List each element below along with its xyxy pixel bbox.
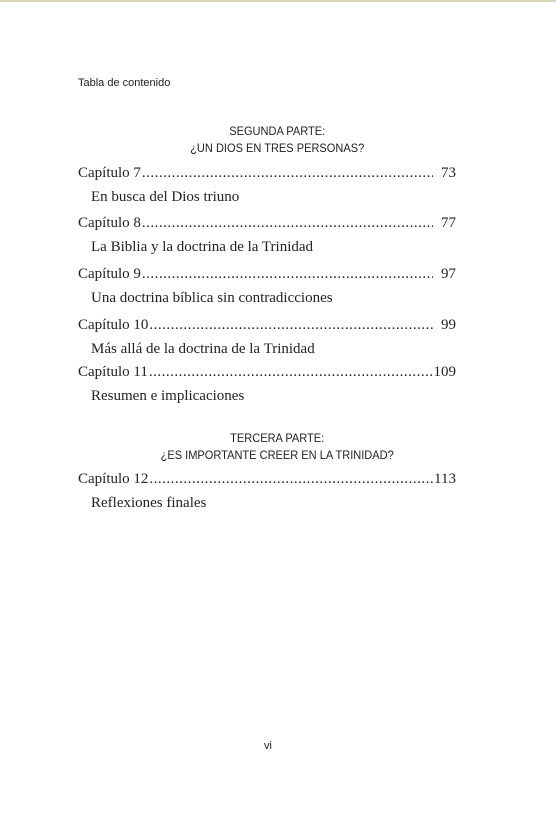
dot-leader [142,164,433,182]
toc-entry-capitulo-8[interactable] [78,214,456,232]
toc-entry-subtitle: La Biblia y la doctrina de la Trinidad [91,239,314,255]
dot-leader [149,470,433,488]
part-heading-line2: ¿ES IMPORTANTE CREER EN LA TRINIDAD? [160,448,394,462]
toc-entry-label: Capítulo 10 [78,317,149,333]
toc-entry-label: Capítulo 7 [78,165,141,181]
toc-entry-label: Capítulo 12 [78,471,149,487]
toc-entry-capitulo-10[interactable] [78,316,456,334]
toc-entry-capitulo-11[interactable] [78,363,456,381]
toc-entry-subtitle: Resumen e implicaciones [91,388,245,404]
toc-entry-page: 73 [441,165,456,181]
part-heading-line1: TERCERA PARTE: [230,431,325,445]
toc-entry-page: 99 [441,317,456,333]
dot-leader [142,214,433,232]
dot-leader [149,363,433,381]
toc-entry-subtitle: Una doctrina bíblica sin contradicciones [91,290,333,306]
part-heading-line1: SEGUNDA PARTE: [229,124,326,138]
toc-entry-label: Capítulo 11 [78,364,148,380]
toc-entry-capitulo-12[interactable] [78,470,456,488]
dot-leader [142,265,433,283]
toc-entry-label: Capítulo 8 [78,215,141,231]
top-rule [0,0,556,2]
toc-entry-page: 77 [441,215,456,231]
toc-entry-label: Capítulo 9 [78,266,141,282]
toc-entry-capitulo-9[interactable] [78,265,456,283]
toc-entry-subtitle: Más allá de la doctrina de la Trinidad [91,341,315,357]
dot-leader [149,316,433,334]
toc-entry-capitulo-7[interactable] [78,164,456,182]
part-heading-tercera [21,430,533,464]
toc-entry-page: 109 [433,364,456,380]
toc-entry-subtitle: En busca del Dios triuno [91,189,240,205]
toc-entry-page: 113 [434,471,456,487]
running-header: Tabla de contenido [78,77,171,89]
part-heading-line2: ¿UN DIOS EN TRES PERSONAS? [190,141,365,155]
toc-entry-subtitle: Reflexiones finales [91,495,207,511]
part-heading-segunda [21,123,533,157]
page-number: vi [264,740,272,752]
toc-entry-page: 97 [441,266,456,282]
